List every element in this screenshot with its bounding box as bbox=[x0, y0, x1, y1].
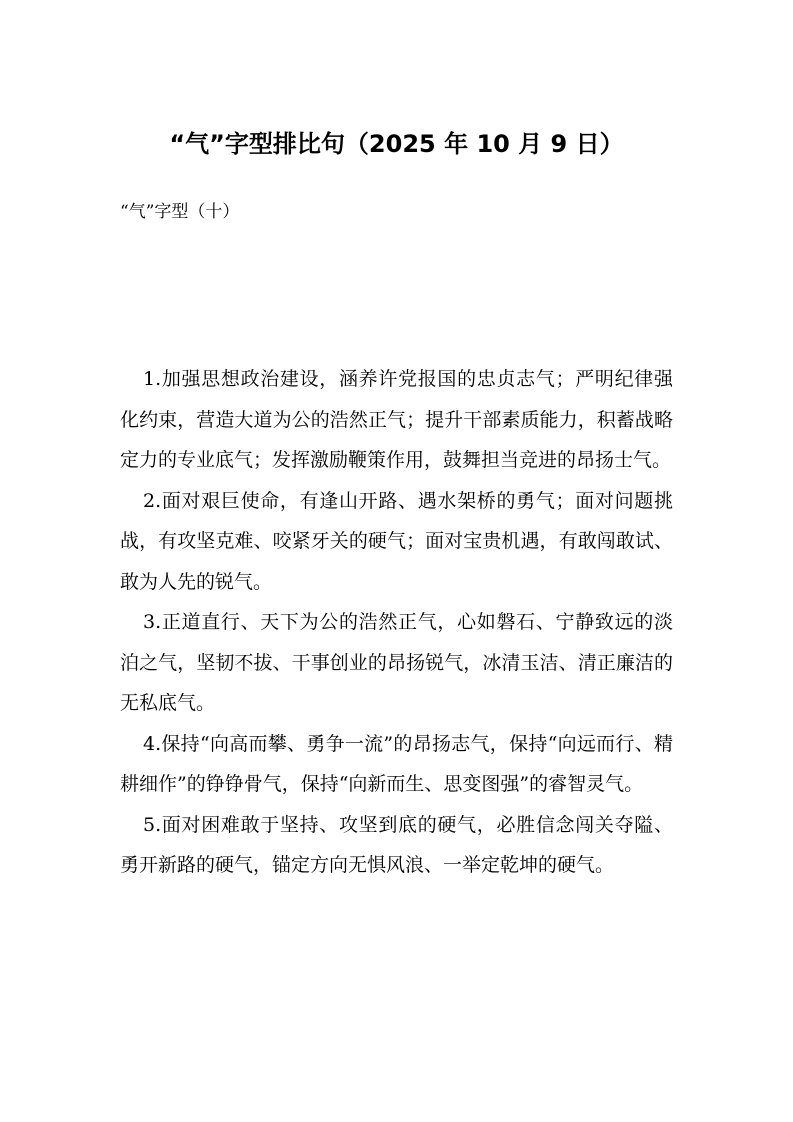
document-body bbox=[120, 359, 673, 886]
paragraph-5: 5.面对困难敢于坚持、攻坚到底的硬气，必胜信念闯关夺隘、勇开新路的硬气，锚定方向无惧风浪、一举定乾坤的硬气。 bbox=[120, 813, 673, 876]
paragraph-1: 1.加强思想政治建设，涵养许党报国的忠贞志气；严明纪律强化约束，营造大道为公的浩然正气；提升干部素质能力，积蓄战略定力的专业底气；发挥激励鞭策作用，鼓舞担当竞进的昂扬士气。 bbox=[120, 368, 673, 471]
document-title: “气”字型排比句（2025 年 10 月 9 日） bbox=[169, 130, 624, 158]
paragraph-4: 4.保持“向高而攀、勇争一流”的昂扬志气，保持“向远而行、精耕细作”的铮铮骨气，保持“向新而生、思变图强”的睿智灵气。 bbox=[120, 732, 673, 795]
paragraph-3: 3.正道直行、天下为公的浩然正气，心如磐石、宁静致远的淡泊之气，坚韧不拔、干事创业的昂扬锐气，冰清玉洁、清正廉洁的无私底气。 bbox=[120, 611, 673, 714]
paragraph-2: 2.面对艰巨使命，有逢山开路、遇水架桥的勇气；面对问题挑战，有攻坚克难、咬紧牙关的硬气；面对宝贵机遇，有敢闯敢试、敢为人先的锐气。 bbox=[120, 489, 673, 593]
document-subtitle: “气”字型（十） bbox=[120, 202, 240, 222]
